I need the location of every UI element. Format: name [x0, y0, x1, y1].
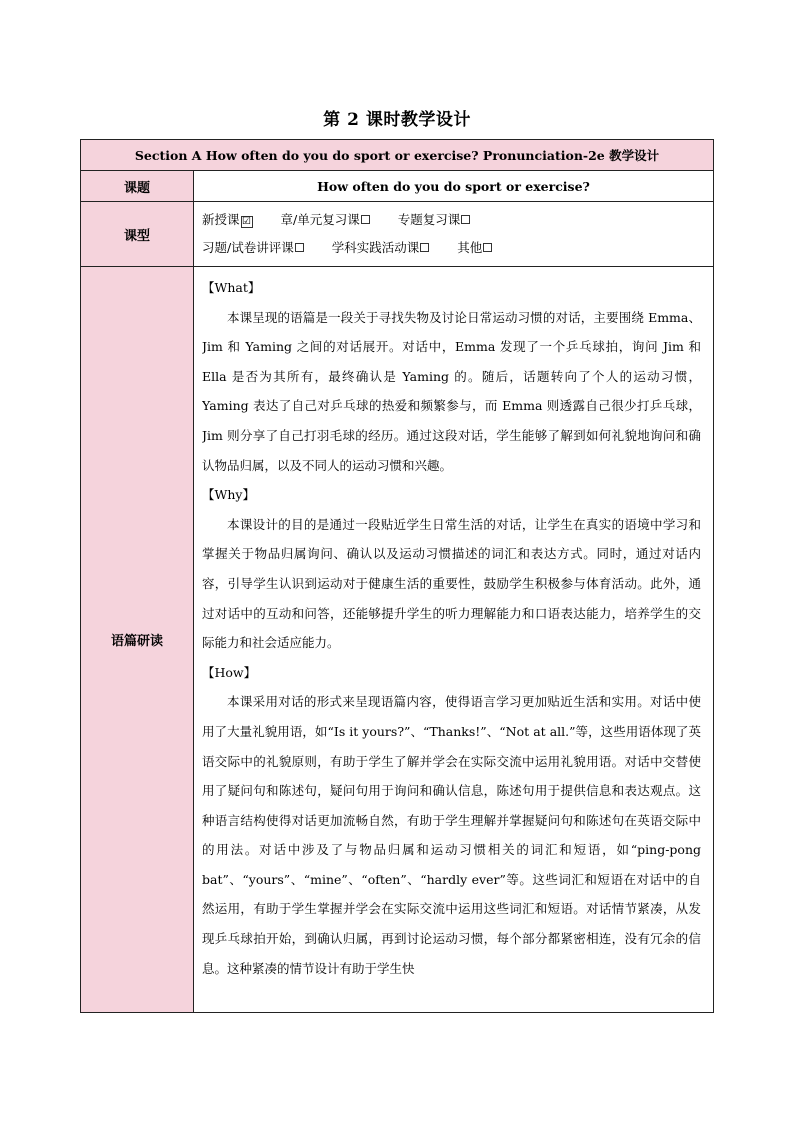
lesson-type-row: [81, 202, 714, 267]
option-unit-review[interactable]: [281, 206, 370, 234]
option-label: 章/单元复习课: [280, 212, 360, 227]
lesson-design-table: [80, 139, 714, 1013]
topic-row: [81, 171, 714, 202]
why-heading: 【Why】: [202, 487, 255, 503]
lesson-type-label: 课型: [81, 202, 194, 267]
option-topic-review[interactable]: [398, 206, 471, 234]
how-heading: 【How】: [202, 664, 257, 680]
topic-label: 课题: [81, 171, 194, 202]
what-heading: 【What】: [202, 280, 261, 295]
option-label: 学科实践活动课: [331, 240, 420, 255]
option-label: 专题复习课: [397, 212, 461, 227]
option-other[interactable]: [457, 234, 492, 262]
checkbox-icon[interactable]: [420, 243, 429, 252]
how-paragraph: 本课采用对话的形式来呈现语篇内容，使得语言学习更加贴近生活和实用。对话中使用了大量礼貌用语，如“Is it yours?”、“Thanks!”、“Not at all.”等，这些用语体现了英语交际中的礼貌原则，有助于学生了解并学会在实际交流中运用礼貌用语。对话中交替使用了疑问句和陈述句，疑问句用于询问和确认信息，陈述句用于提供信息和表达观点。这种语言结构使得对话更加流畅自然，有助于学生理解并掌握疑问句和陈述句在英语交际中的用法。对话中涉及了与物品归属和运动习惯相关的词汇和短语，如“ping-pong bat”、“yours”、“mine”、“often”、“hardly ever”等。这些词汇和短语在对话中的自然运用，有助于学生掌握并学会在实际交流中运用这些词汇和短语。对话情节紧凑，从发现乒乓球拍开始，到确认归属，再到讨论运动习惯，每个部分都紧密相连，没有冗余的信息。这种紧凑的情节设计有助于学生快: [202, 694, 701, 976]
option-label: 习题/试卷讲评课: [202, 240, 294, 255]
why-paragraph: 本课设计的目的是通过一段贴近学生日常生活的对话，让学生在真实的语境中学习和掌握关于物品归属询问、确认以及运动习惯描述的词汇和表达方式。同时，通过对话内容，引导学生认识到运动对于健康生活的重要性，鼓励学生积极参与体育活动。此外，通过对话中的互动和问答，还能够提升学生的听力理解能力和口语表达能力，培养学生的交际能力和社会适应能力。: [202, 516, 701, 651]
topic-value: How often do you do sport or exercise?: [194, 171, 714, 202]
checkbox-icon[interactable]: [295, 243, 304, 252]
lesson-type-options: [194, 202, 714, 267]
analysis-label: 语篇研读: [81, 267, 194, 1013]
analysis-content: [194, 267, 714, 1013]
checkbox-icon[interactable]: [483, 243, 492, 252]
checkbox-icon[interactable]: [461, 215, 470, 224]
checkbox-icon[interactable]: [361, 215, 370, 224]
option-practice-activity[interactable]: [332, 234, 430, 262]
option-exercise-review[interactable]: [202, 234, 304, 262]
option-new-lesson[interactable]: [202, 206, 253, 234]
checked-box-icon[interactable]: ☑: [242, 216, 251, 227]
what-paragraph: 本课呈现的语篇是一段关于寻找失物及讨论日常运动习惯的对话，主要围绕 Emma、Jim 和 Yaming 之间的对话展开。对话中，Emma 发现了一个乒乓球拍，询问 Jim 和 Ella 是否为其所有，最终确认是 Yaming 的。随后，话题转向了个人的运动习惯，Yaming 表达了自己对乒乓球的热爱和频繁参与，而 Emma 则透露自己很少打乒乓球，Jim 则分享了自己打羽毛球的经历。通过这段对话，学生能够了解到如何礼貌地询问和确认物品归属，以及不同人的运动习惯和兴趣。: [202, 309, 701, 473]
table-header-row: [81, 140, 714, 171]
analysis-row: [81, 267, 714, 1013]
table-header: Section A How often do you do sport or exercise? Pronunciation-2e 教学设计: [81, 140, 714, 171]
option-label: 新授课: [202, 212, 240, 227]
option-label: 其他: [457, 240, 483, 255]
page-title: 第 2 课时教学设计: [323, 110, 471, 130]
